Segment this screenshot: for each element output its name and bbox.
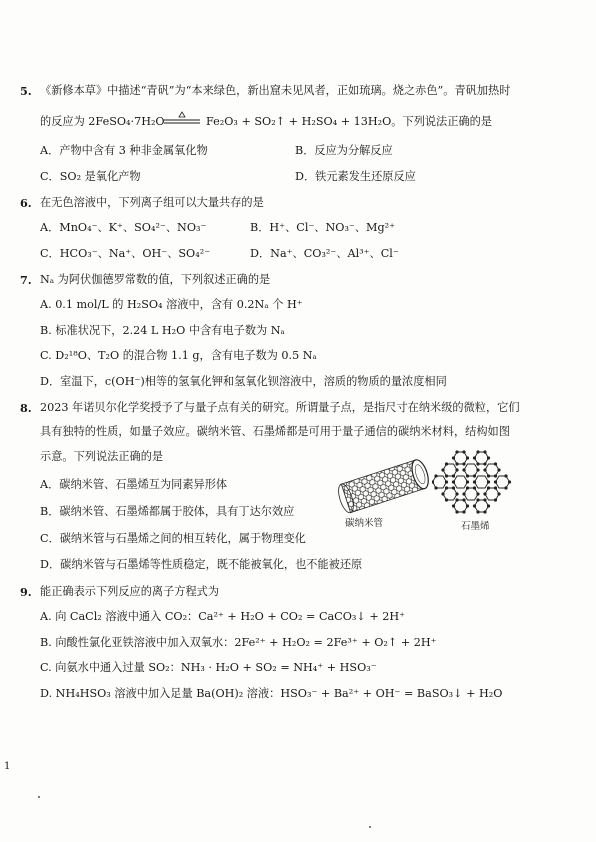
q9-option-b: B. 向酸性氯化亚铁溶液中加入双氧水：2Fe²⁺ + H₂O₂ = 2Fe³⁺ + O₂↑ + 2H⁺ (40, 636, 437, 649)
q6-option-b: B．H⁺、Cl⁻、NO₃⁻、Mg²⁺ (250, 221, 396, 234)
q8-stem-line2: 具有独特的性质，如量子效应。碳纳米管、石墨烯都是可用于量子通信的碳纳米材料，结构如图 (40, 425, 510, 438)
q8-number: 8. (20, 401, 32, 415)
q7-number: 7. (20, 273, 32, 287)
heating-arrow-icon (162, 109, 202, 129)
q9-option-a: A. 向 CaCl₂ 溶液中通入 CO₂：Ca²⁺ + H₂O + CO₂ = CaCO₃↓ + 2H⁺ (40, 610, 406, 623)
q6-option-d: D．Na⁺、CO₃²⁻、Al³⁺、Cl⁻ (250, 247, 399, 260)
q5-number: 5. (20, 84, 32, 98)
scan-speck (38, 796, 40, 798)
nanotube-caption: 碳纳米管 (345, 518, 384, 529)
q5-option-a: A．产物中含有 3 种非金属氧化物 (40, 144, 208, 157)
q7-option-b: B. 标准状况下，2.24 L H₂O 中含有电子数为 Nₐ (40, 324, 285, 337)
q5-stem-line2b: Fe₂O₃ + SO₂↑ + H₂SO₄ + 13H₂O。下列说法正确的是 (206, 115, 492, 128)
q8-option-a: A．碳纳米管、石墨烯互为同素异形体 (40, 478, 228, 491)
q8-stem-line1: 2023 年诺贝尔化学奖授予了与量子点有关的研究。所谓量子点，是指尺寸在纳米级的微粒，它们 (40, 401, 520, 414)
q8-option-b: B．碳纳米管、石墨烯都属于胶体，具有丁达尔效应 (40, 505, 295, 518)
q9-stem: 能正确表示下列反应的离子方程式为 (40, 585, 220, 598)
carbon-nanotube-figure (338, 455, 430, 517)
q5-stem-line1: 《新修本草》中描述“青矾”为“本来绿色，新出窟未见风者，正如琉璃。烧之赤色”。青矾加热时 (40, 84, 511, 97)
q6-number: 6. (20, 196, 32, 210)
graphene-caption: 石墨烯 (461, 521, 490, 532)
scan-speck (369, 826, 371, 828)
q6-option-a: A．MnO₄⁻、K⁺、SO₄²⁻、NO₃⁻ (40, 221, 207, 234)
q9-number: 9. (20, 585, 32, 599)
q7-option-c: C. D₂¹⁸O、T₂O 的混合物 1.1 g，含有电子数为 0.5 Nₐ (40, 349, 317, 362)
q7-option-d: D．室温下，c(OH⁻)相等的氢氧化钾和氢氧化钡溶液中，溶质的物质的量浓度相同 (40, 375, 447, 388)
q6-stem: 在无色溶液中，下列离子组可以大量共存的是 (40, 196, 264, 209)
q7-stem: Nₐ 为阿伏伽德罗常数的值，下列叙述正确的是 (40, 273, 271, 286)
q8-option-c: C．碳纳米管与石墨烯之间的相互转化，属于物理变化 (40, 532, 306, 545)
q9-option-d: D. NH₄HSO₃ 溶液中加入足量 Ba(OH)₂ 溶液：HSO₃⁻ + Ba²⁺ + OH⁻ = BaSO₃↓ + H₂O (40, 687, 503, 700)
q5-option-c: C．SO₂ 是氧化产物 (40, 170, 141, 183)
graphene-figure (432, 448, 518, 520)
q7-option-a: A. 0.1 mol/L 的 H₂SO₄ 溶液中，含有 0.2Nₐ 个 H⁺ (40, 298, 303, 311)
q6-option-c: C．HCO₃⁻、Na⁺、OH⁻、SO₄²⁻ (40, 247, 211, 260)
q5-stem-line2a: 的反应为 2FeSO₄·7H₂O (40, 115, 165, 128)
q5-option-b: B．反应为分解反应 (295, 144, 393, 157)
q8-stem-line3: 示意。下列说法正确的是 (40, 450, 164, 463)
q5-option-d: D．铁元素发生还原反应 (295, 170, 416, 183)
page-number: 1 (4, 761, 11, 772)
q8-option-d: D．碳纳米管与石墨烯等性质稳定，既不能被氧化，也不能被还原 (40, 558, 363, 571)
q9-option-c: C. 向氨水中通入过量 SO₂：NH₃ · H₂O + SO₂ = NH₄⁺ + HSO₃⁻ (40, 661, 377, 674)
